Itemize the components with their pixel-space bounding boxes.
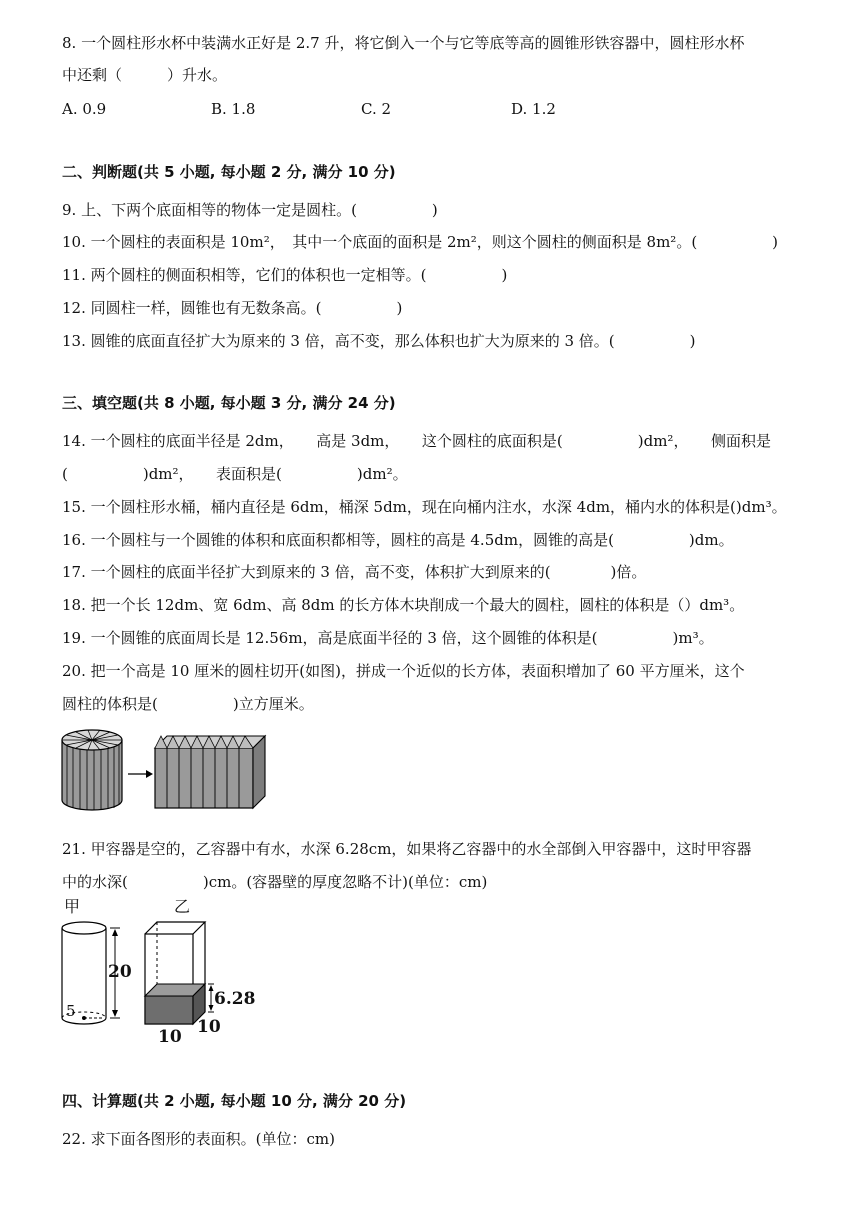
section2-heading: 二、判断题(共 5 小题, 每小题 2 分, 满分 10 分) [62,163,396,181]
q14-line1: 14. 一个圆柱的底面半径是 2dm， 高是 3dm， 这个圆柱的底面积是( )dm²， 侧面积是 [62,432,771,450]
label-jia: 甲 [64,897,81,916]
q10: 10. 一个圆柱的表面积是 10m²， 其中一个底面的面积是 2m²，则这个圆柱的侧面积是 8m²。( ) [62,233,779,251]
q17: 17. 一个圆柱的底面半径扩大到原来的 3 倍，高不变，体积扩大到原来的( )倍。 [62,563,647,581]
q8-option-b: B. 1.8 [211,100,256,118]
depth-label: 6.28 [214,989,256,1009]
q8-option-d: D. 1.2 [511,100,556,118]
q15: 15. 一个圆柱形水桶，桶内直径是 6dm，桶深 5dm，现在向桶内注水，水深 4dm，桶内水的体积是()dm³。 [62,498,787,516]
prism-front [155,748,253,808]
q19: 19. 一个圆锥的底面周长是 12.56m，高是底面半径的 3 倍，这个圆锥的体积是( )m³。 [62,629,714,647]
radius-label: 5 [66,1002,76,1020]
q21-line1: 21. 甲容器是空的，乙容器中有水，水深 6.28cm，如果将乙容器中的水全部倒入甲容器中，这时甲容器 [62,840,752,858]
q16: 16. 一个圆柱与一个圆锥的体积和底面积都相等，圆柱的高是 4.5dm，圆锥的高是( )dm。 [62,531,734,549]
width-label-side: 10 [197,1017,221,1037]
q20-line2: 圆柱的体积是( )立方厘米。 [62,695,314,713]
q22: 22. 求下面各图形的表面积。(单位：cm) [62,1130,335,1148]
q21-line2: 中的水深( )cm。(容器壁的厚度忽略不计)(单位：cm) [62,873,488,891]
q18: 18. 把一个长 12dm、宽 6dm、高 8dm 的长方体木块削成一个最大的圆柱，圆柱的体积是（）dm³。 [62,596,745,614]
water-front [145,996,193,1024]
arrow-head-icon [146,770,153,778]
q8-line1: 8. 一个圆柱形水杯中装满水正好是 2.7 升，将它倒入一个与它等底等高的圆锥形铁容器中，圆柱形水杯 [62,34,745,52]
q13: 13. 圆锥的底面直径扩大为原来的 3 倍，高不变，那么体积也扩大为原来的 3 倍。( ) [62,332,696,350]
label-yi: 乙 [174,897,191,916]
q14-line2: ( )dm²， 表面积是( )dm²。 [62,465,408,483]
q21-containers-figure [52,894,262,1050]
q9: 9. 上、下两个底面相等的物体一定是圆柱。( ) [62,201,438,219]
section3-heading: 三、填空题(共 8 小题, 每小题 3 分, 满分 24 分) [62,394,396,412]
q8-line2: 中还剩（ ）升水。 [62,66,228,84]
q8-option-c: C. 2 [361,100,392,118]
q12: 12. 同圆柱一样，圆锥也有无数条高。( ) [62,299,403,317]
section4-heading: 四、计算题(共 2 小题, 每小题 10 分, 满分 20 分) [62,1092,407,1110]
prism-side [253,736,265,808]
q20-cylinder-figure [58,724,273,816]
q20-line1: 20. 把一个高是 10 厘米的圆柱切开(如图)，拼成一个近似的长方体，表面积增加了 60 平方厘米，这个 [62,662,745,680]
q11: 11. 两个圆柱的侧面积相等，它们的体积也一定相等。( ) [62,266,508,284]
container-jia-top [62,922,106,934]
width-label-front: 10 [158,1027,182,1047]
height-label: 20 [108,962,132,982]
q8-option-a: A. 0.9 [62,100,107,118]
